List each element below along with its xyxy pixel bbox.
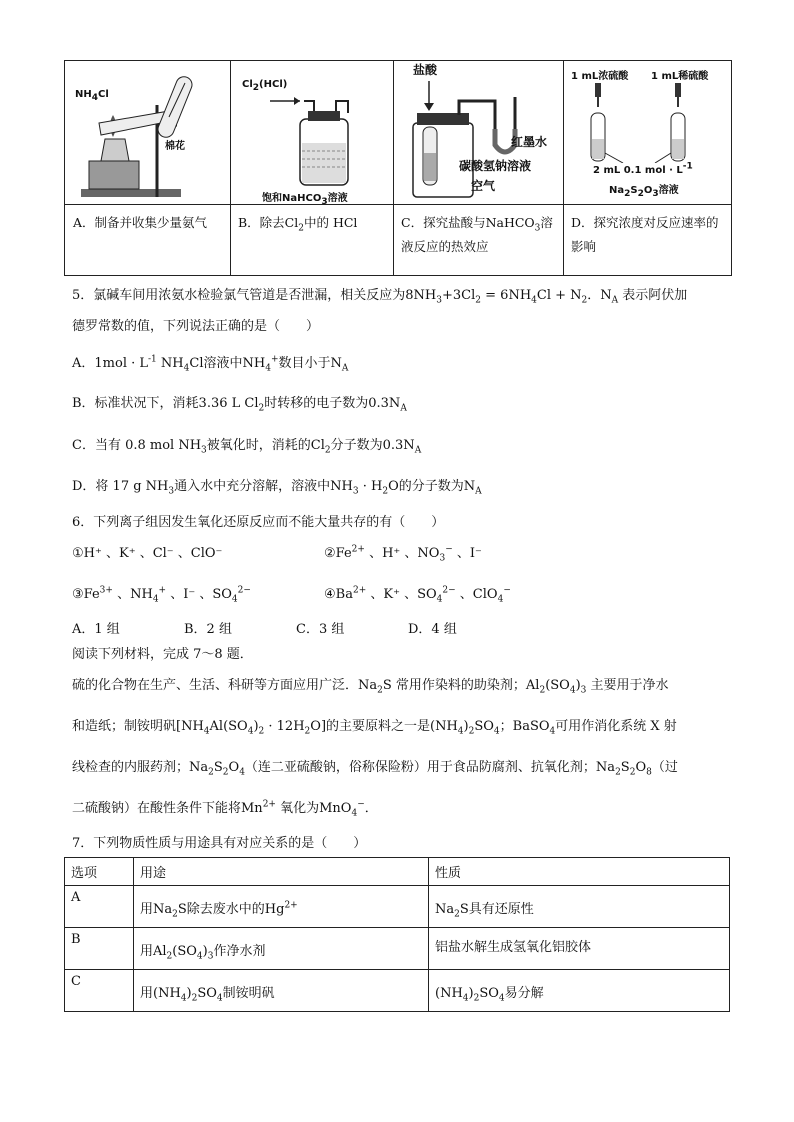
reading-line-4: 二硫酸钠）在酸性条件下能将$Mn^{2+}$ 氧化为MnO$_4$−． xyxy=(72,799,378,819)
hydrochloric-acid-label: 盐酸 xyxy=(413,63,438,77)
q6-stem: 6．下列离子组因发生氧化还原反应而不能大量共存的有（ ） xyxy=(72,515,445,530)
q7-row-b xyxy=(65,928,730,970)
q6-option-d: D．4 组 xyxy=(408,622,457,637)
q5-option-c: C．当有 0.8 mol $NH_3$被氧化时，消耗的$Cl_2$分子数为$0.3N_A$ xyxy=(72,438,422,456)
q6-option-c: C．3 组 xyxy=(296,622,345,637)
air-label: 空气 xyxy=(471,179,496,193)
cl2-hcl-label: $Cl_2(HCl)$ xyxy=(242,79,288,93)
thiosulfate-solution-label: $Na_2S_2O_3$溶液 xyxy=(609,185,679,199)
q4-caption-d: D．探究浓度对反应速率的影响 xyxy=(571,215,719,254)
q7-header-row xyxy=(65,858,730,886)
q6-group-2: $②Fe^{2+}$ 、H⁺ 、$NO_3^-$ 、I⁻ xyxy=(324,544,482,564)
sodium-bicarbonate-label: 碳酸氢钠溶液 xyxy=(459,159,532,173)
q5-stem-line1: 5．氯碱车间用浓氨水检验氯气管道是否泄漏，相关反应为$8NH_3+3Cl_2 = 6NH_4Cl + N_2$．$N_A$ 表示阿伏加 xyxy=(72,288,688,306)
q4-cell-c xyxy=(393,61,564,275)
q6-group-3: $③Fe^{3+}$ 、$NH_4^+$ 、I⁻ 、$SO_4^{2-}$ xyxy=(72,585,251,605)
q4-caption-c: C．探究盐酸与NaHCO$_3$溶液反应的热效应 xyxy=(401,215,553,254)
q7-row-c-option: C xyxy=(65,970,134,1012)
q4-caption-b: B．除去$Cl_2$中的 HCl xyxy=(238,215,358,234)
reading-line-2: 和造纸；制铵明矾$[NH_4Al(SO_4)_2 \cdot 12H_2O]$的主要原料之一是$(NH_4)_2SO_4$；BaSO$_4$可用作消化系统 X 射 xyxy=(72,719,677,737)
nahco3-bottle-label: 饱和NaHCO$_3$溶液 xyxy=(262,193,348,207)
red-ink-label: 红墨水 xyxy=(511,135,548,149)
q7-row-b-option: B xyxy=(65,928,134,970)
q7-row-a xyxy=(65,886,730,928)
q7-row-a-option: A xyxy=(65,886,134,928)
q7-row-c xyxy=(65,970,730,1012)
q4-cell-d xyxy=(563,61,731,275)
q7-row-b-use: 用$Al_2(SO_4)_3$作净水剂 xyxy=(134,928,429,970)
q5-option-b: B．标准状况下，消耗3.36 L $Cl_2$时转移的电子数为$0.3N_A$ xyxy=(72,396,407,414)
q7-stem: 7．下列物质性质与用途具有对应关系的是（ ） xyxy=(72,836,367,851)
reaction-rate-tubes-figure xyxy=(583,83,713,163)
q4-cell-b xyxy=(230,61,394,275)
q7-row-a-use: 用$Na_2S$除去废水中的$Hg^{2+}$ xyxy=(134,886,429,928)
q7-row-a-property: $Na_2S$具有还原性 xyxy=(429,886,730,928)
dilute-sulfuric-label: 1 mL稀硫酸 xyxy=(651,71,709,82)
q7-row-c-property: $(NH_4)_2SO_4$易分解 xyxy=(429,970,730,1012)
q7-row-c-use: 用$(NH_4)_2SO_4$制铵明矾 xyxy=(134,970,429,1012)
q5-option-a: A．$1mol \cdot L^{-1}$ $NH_4Cl$溶液中$NH_4^+$数目小于$N_A$ xyxy=(72,354,349,374)
q4-cell-a xyxy=(65,61,231,275)
gas-wash-bottle-figure xyxy=(270,91,380,191)
thiosulfate-conc-label: 2 mL 0.1 mol · $L^{-1}$ xyxy=(593,161,693,176)
ammonia-prep-apparatus-figure xyxy=(73,65,223,201)
q7-header-option: 选项 xyxy=(65,858,134,886)
q4-caption-a: A．制备并收集少量氨气 xyxy=(73,215,208,230)
q5-stem-line2: 德罗常数的值，下列说法正确的是（ ） xyxy=(72,319,320,334)
q7-table xyxy=(64,857,730,1012)
q5-option-d: D．将 17 g $NH_3$通入水中充分溶解，溶液中$NH_3 \cdot H_2O$的分子数为$N_A$ xyxy=(72,479,482,497)
cotton-label: 棉花 xyxy=(165,141,185,152)
reading-line-1: 硫的化合物在生产、生活、科研等方面应用广泛．$Na_2S$ 常用作染料的助染剂；$Al_2(SO_4)_3$ 主要用于净水 xyxy=(72,678,669,696)
reading-line-3: 线检查的内服药剂；$Na_2S_2O_4$（连二亚硫酸钠，俗称保险粉）用于食品防腐剂、抗氧化剂；$Na_2S_2O_8$（过 xyxy=(72,760,678,778)
q6-group-4: $④Ba^{2+}$ 、K⁺ 、$SO_4^{2-}$ 、ClO$_4$− xyxy=(324,585,511,605)
q7-header-use: 用途 xyxy=(134,858,429,886)
q6-option-a: A．1 组 xyxy=(72,622,120,637)
conc-sulfuric-label: 1 mL浓硫酸 xyxy=(571,71,629,82)
q7-row-b-property: 铝盐水解生成氢氧化铝胶体 xyxy=(429,928,730,970)
q6-option-b: B．2 组 xyxy=(184,622,232,637)
q7-header-property: 性质 xyxy=(429,858,730,886)
q6-group-1: ①H⁺ 、K⁺ 、Cl⁻ 、ClO⁻ xyxy=(72,546,223,561)
reading-intro: 阅读下列材料，完成 7～8 题． xyxy=(72,647,253,662)
nh4cl-label: $NH_4Cl$ xyxy=(75,89,109,103)
q4-apparatus-table xyxy=(64,60,732,276)
